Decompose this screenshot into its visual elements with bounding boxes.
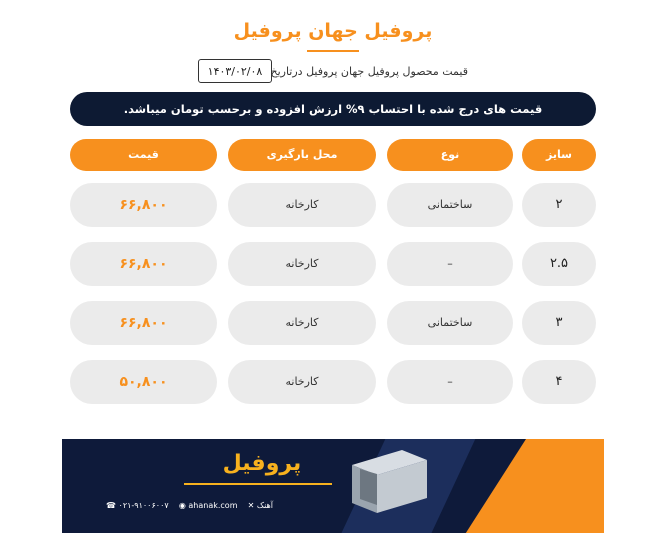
steel-profile-icon (342, 445, 432, 515)
cell-price: ۶۶,۸۰۰ (70, 301, 217, 345)
web-icon: ◉ (178, 501, 186, 510)
banner-footer (106, 501, 273, 510)
header-type: نوع (387, 139, 513, 171)
date-label: قیمت محصول پروفیل جهان پروفیل درتاریخ (270, 65, 468, 78)
cell-location: کارخانه (228, 301, 376, 345)
cell-size: ۲ (522, 183, 596, 227)
header-price: قیمت (70, 139, 217, 171)
banner-phone: ۰۲۱-۹۱۰۰۶۰۰۷ (118, 501, 169, 510)
cell-size: ۴ (522, 360, 596, 404)
phone-icon: ☎ (106, 501, 116, 510)
banner-brand-underline (184, 483, 332, 485)
promo-banner[interactable] (62, 439, 604, 533)
price-notice: قیمت های درج شده با احتساب ۹% ارزش افزوده و برحسب تومان میباشد. (70, 92, 596, 126)
cell-type: ساختمانی (387, 301, 513, 345)
banner-brand: پروفیل (222, 451, 302, 476)
cell-price: ۶۶,۸۰۰ (70, 242, 217, 286)
banner-site[interactable]: ahanak.com (188, 501, 238, 510)
title-underline (307, 50, 359, 52)
date-value: ۱۴۰۳/۰۲/۰۸ (198, 59, 272, 83)
header-location: محل بارگیری (228, 139, 376, 171)
cell-price: ۵۰,۸۰۰ (70, 360, 217, 404)
cell-type: – (387, 360, 513, 404)
cell-type: – (387, 242, 513, 286)
cell-location: کارخانه (228, 183, 376, 227)
cell-price: ۶۶,۸۰۰ (70, 183, 217, 227)
cell-location: کارخانه (228, 242, 376, 286)
cell-size: ۳ (522, 301, 596, 345)
logo-icon: ✕ (247, 501, 255, 510)
cell-location: کارخانه (228, 360, 376, 404)
date-row (0, 59, 666, 85)
header-size: سایز (522, 139, 596, 171)
cell-type: ساختمانی (387, 183, 513, 227)
banner-logo-text: آهنک (256, 501, 273, 510)
page-title: پروفیل جهان پروفیل (233, 20, 433, 42)
banner-orange-shape (462, 439, 604, 533)
cell-size: ۲.۵ (522, 242, 596, 286)
